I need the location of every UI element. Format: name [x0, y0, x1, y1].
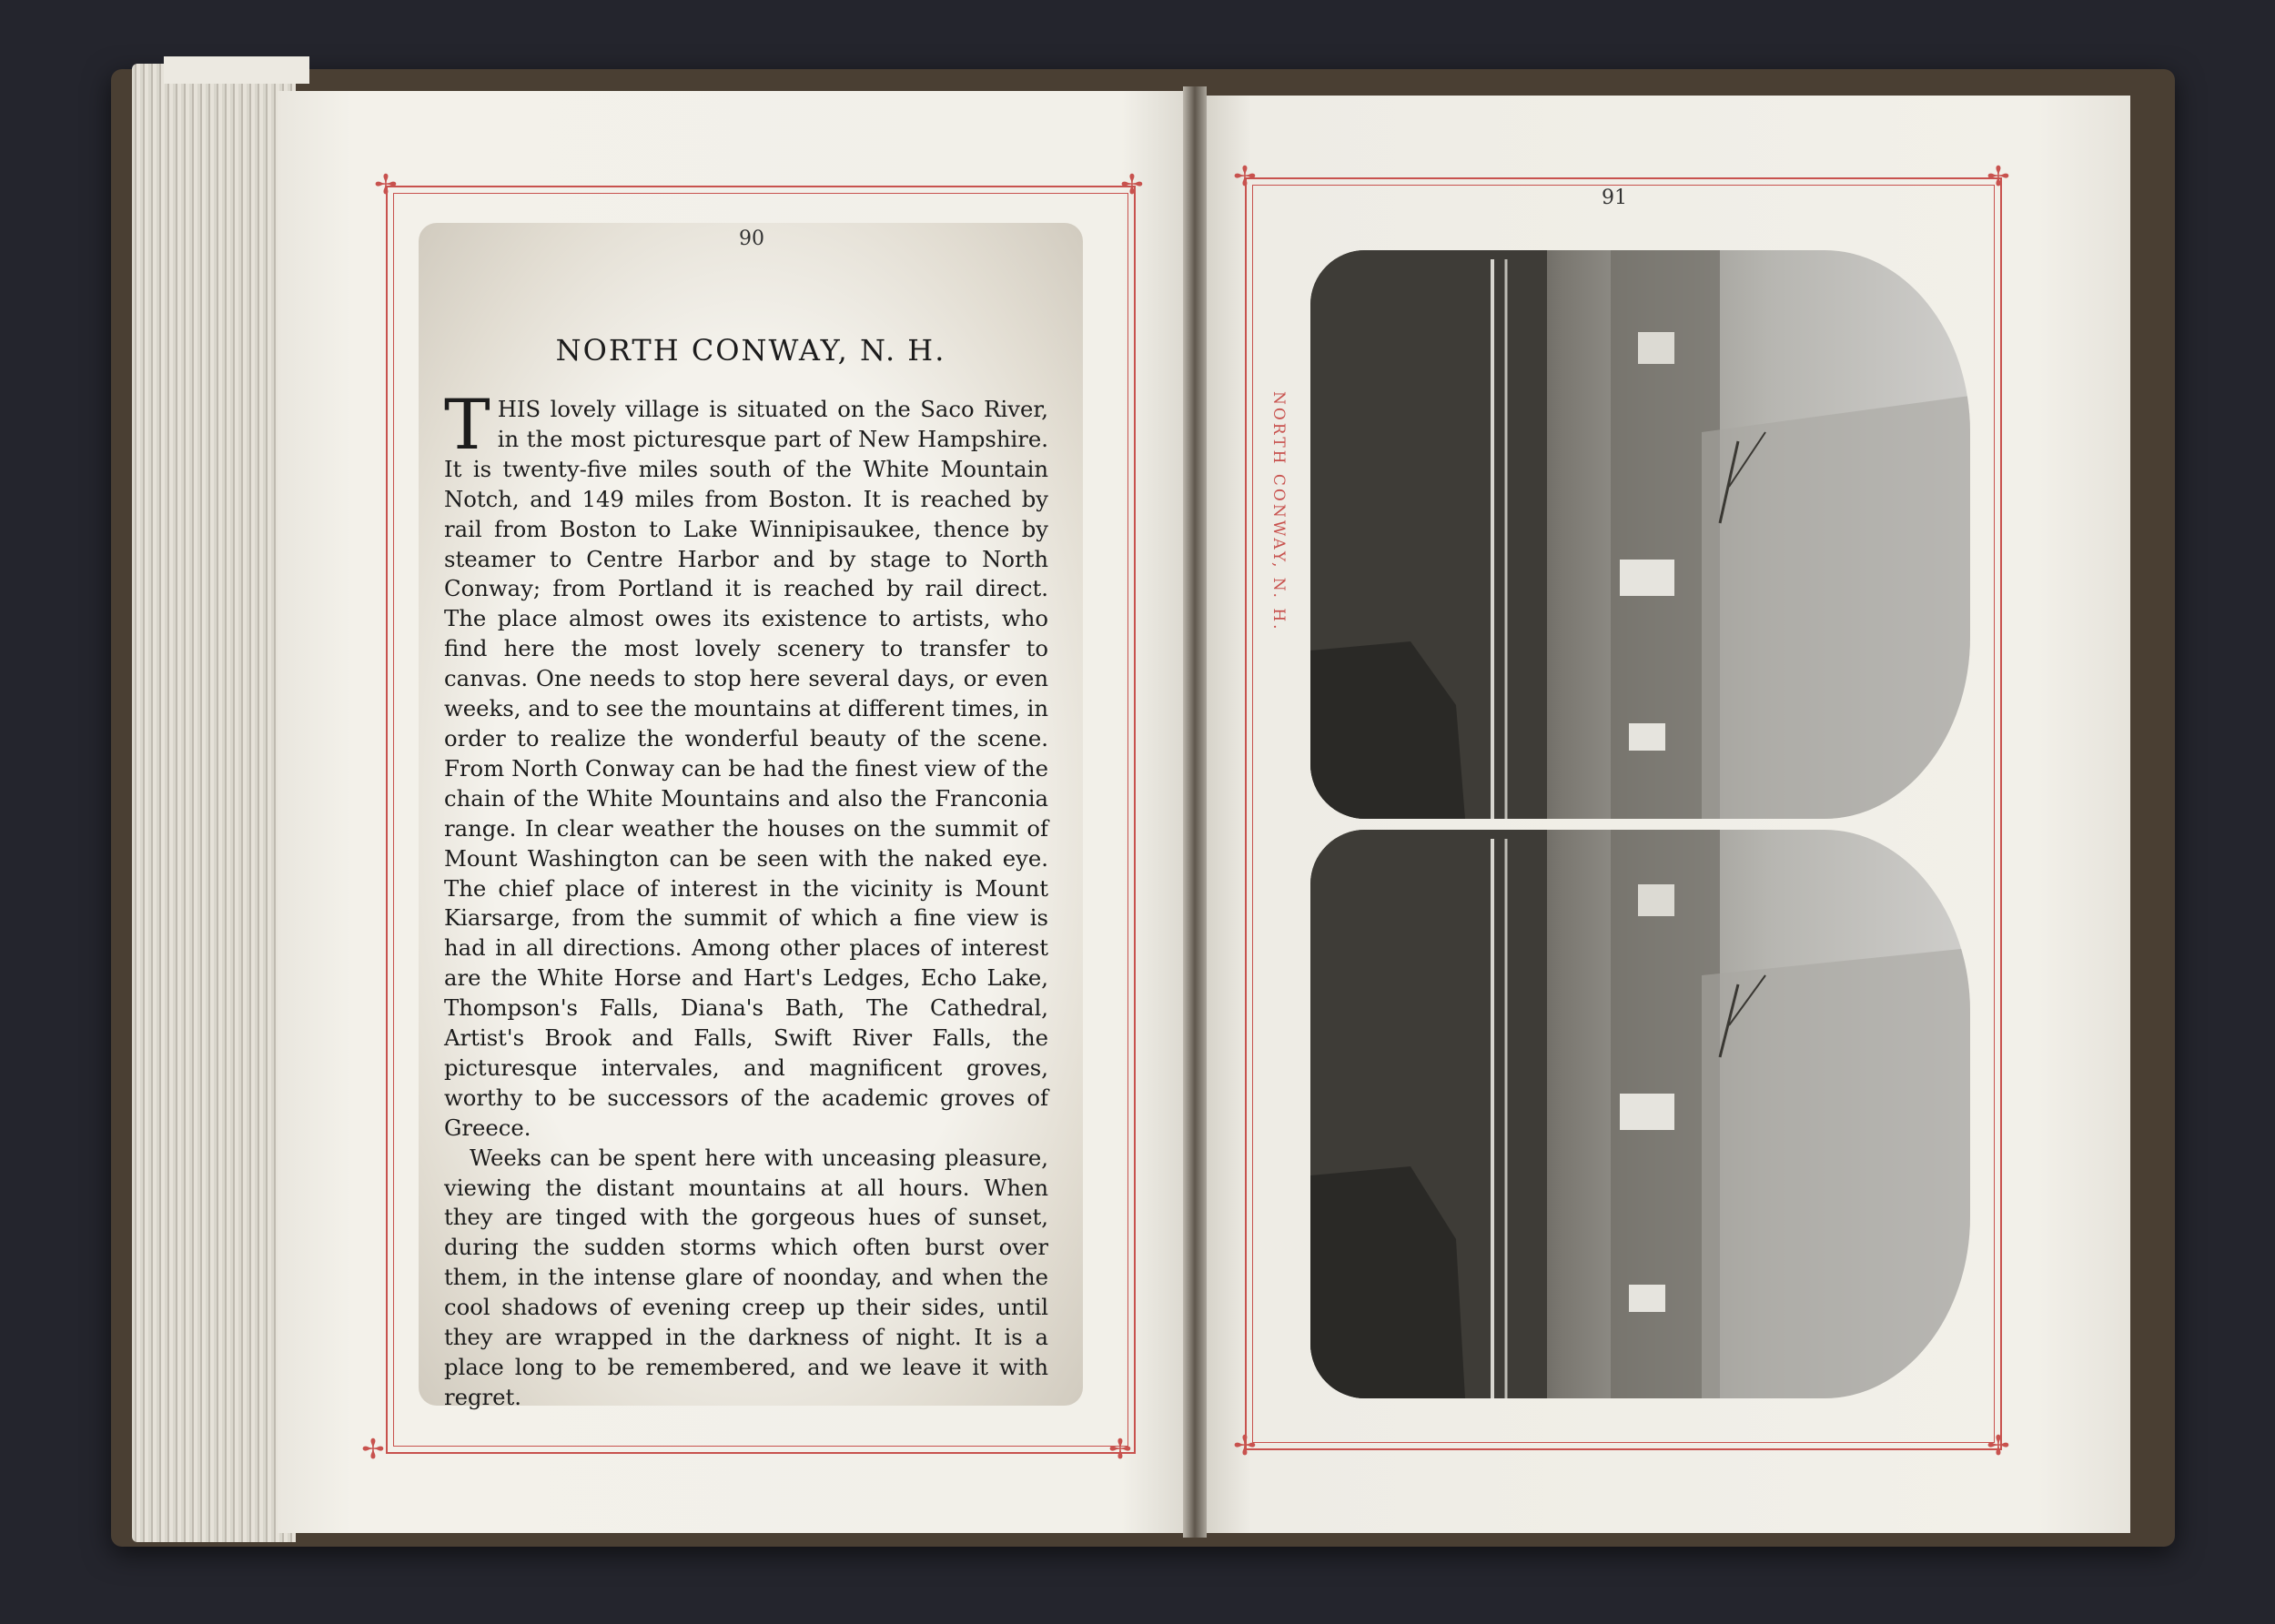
corner-ornament-icon: ✢ — [374, 169, 398, 201]
page-edges-top — [164, 56, 309, 84]
drop-cap: T — [444, 384, 490, 465]
paragraph-2: Weeks can be spent here with unceasing pleasure, viewing the distant mountains at all hours. When they are tinged with the gorgeous hues of sunset, during the sudden storms which often burst over them, in the intense glare of noonday, and when the cool shadows of evening creep up their sides, until they are wrapped in the darkness of night. It is a place long to be remembered, and we leave it with regret. — [444, 1144, 1048, 1410]
body-text — [444, 384, 1048, 1413]
stereo-photo-bottom — [1310, 830, 1970, 1398]
corner-ornament-icon: ✢ — [1987, 1430, 2010, 1462]
side-caption: NORTH CONWAY, N. H. — [1269, 391, 1288, 632]
page-edges — [132, 64, 296, 1542]
corner-ornament-icon: ✢ — [1108, 1434, 1132, 1466]
corner-ornament-icon: ✢ — [1120, 169, 1144, 201]
page-number-left: 90 — [739, 227, 764, 250]
stereoview-photo — [1310, 250, 1970, 1398]
page-title: NORTH CONWAY, N. H. — [555, 333, 946, 368]
corner-ornament-icon: ✢ — [1987, 161, 2010, 193]
book-gutter — [1183, 86, 1207, 1538]
paragraph-1-text: HIS lovely village is situated on the Saco River, in the most picturesque part of New Hampshire. It is twenty-five miles south of the White Mountain Notch, and 149 miles from Boston. It is reached by rail from Boston to Lake Winnipisaukee, thence by steamer to Centre Harbor and by stage to North Conway; from Portland it is reached by rail direct. The place almost owes its existence to artists, who find here the most lovely scenery to transfer to canvas. One needs to stop here several days, or even weeks, and to see the mountains at different times, in order to realize the wonderful beauty of the scene. From North Conway can be had the finest view of the chain of the White Mountains and also the Franconia range. In clear weather the houses on the summit of Mount Washington can be seen with the naked eye. The chief place of interest in the vicinity is Mount Kiarsarge, from the summit of which a fine view is had in all directions. Among other places of interest are the White Horse and Hart's Ledges, Echo Lake, Thompson's Falls, Diana's Bath, The Cathedral, Artist's Brook and Falls, Swift River Falls, the picturesque intervales, and magnificent groves, worthy to be successors of the academic groves of Greece. — [444, 396, 1048, 1141]
corner-ornament-icon: ✢ — [1233, 1430, 1257, 1462]
corner-ornament-icon: ✢ — [1233, 161, 1257, 193]
stereo-photo-top — [1310, 250, 1970, 819]
page-number-right: 91 — [1602, 187, 1627, 209]
paragraph-1 — [444, 384, 1048, 1144]
corner-ornament-icon: ✢ — [361, 1434, 385, 1466]
